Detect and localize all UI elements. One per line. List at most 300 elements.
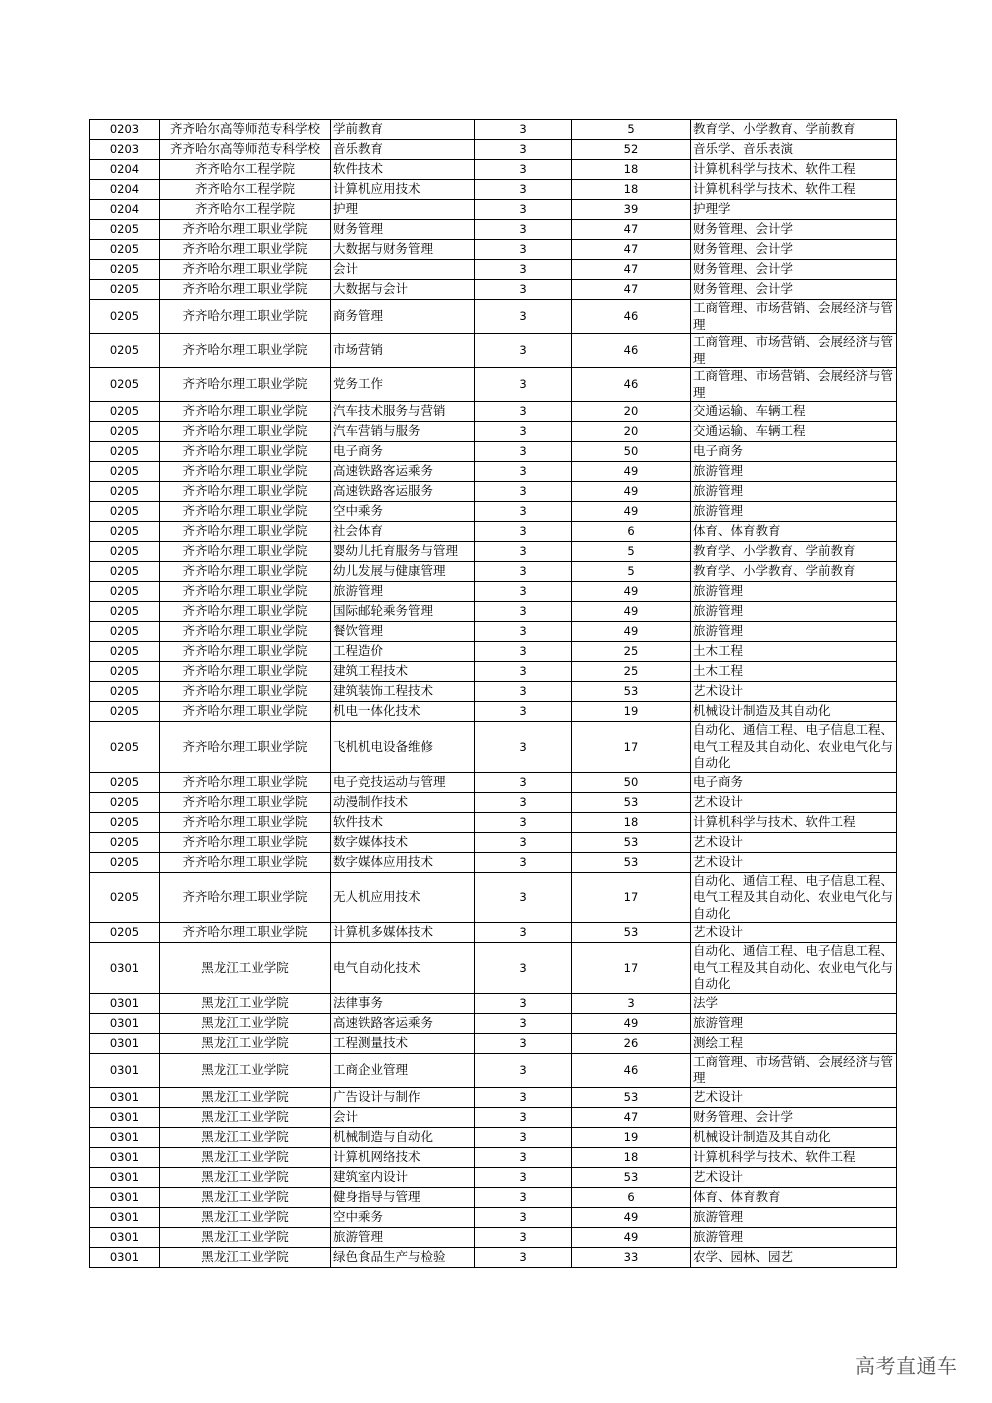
table-row	[90, 220, 897, 240]
cell-major: 飞机机电设备维修	[331, 722, 475, 773]
cell-major: 电气自动化技术	[331, 943, 475, 994]
cell-years: 3	[475, 812, 572, 832]
cell-school-code: 0205	[90, 562, 160, 582]
cell-years: 3	[475, 300, 572, 334]
table-row	[90, 422, 897, 442]
table-row	[90, 943, 897, 994]
cell-years: 3	[475, 872, 572, 923]
cell-school-code: 0205	[90, 642, 160, 662]
cell-subjects: 电子商务	[691, 442, 897, 462]
cell-school-code: 0205	[90, 502, 160, 522]
table-body	[90, 120, 897, 1268]
cell-subject-code: 5	[572, 562, 691, 582]
cell-major: 工程测量技术	[331, 1033, 475, 1053]
cell-school-name: 黑龙江工业学院	[160, 1187, 331, 1207]
cell-years: 3	[475, 1167, 572, 1187]
cell-major: 学前教育	[331, 120, 475, 140]
cell-school-name: 齐齐哈尔工程学院	[160, 160, 331, 180]
table-row	[90, 642, 897, 662]
cell-subject-code: 49	[572, 462, 691, 482]
cell-subjects: 自动化、通信工程、电子信息工程、电气工程及其自动化、农业电气化与自动化	[691, 722, 897, 773]
cell-school-code: 0203	[90, 120, 160, 140]
cell-school-name: 齐齐哈尔理工职业学院	[160, 602, 331, 622]
cell-subject-code: 5	[572, 120, 691, 140]
cell-years: 3	[475, 240, 572, 260]
table-row	[90, 300, 897, 334]
cell-major: 音乐教育	[331, 140, 475, 160]
cell-years: 3	[475, 943, 572, 994]
cell-major: 绿色食品生产与检验	[331, 1247, 475, 1267]
cell-subject-code: 47	[572, 260, 691, 280]
cell-major: 旅游管理	[331, 1227, 475, 1247]
cell-subject-code: 25	[572, 662, 691, 682]
cell-subjects: 电子商务	[691, 772, 897, 792]
cell-school-code: 0205	[90, 482, 160, 502]
cell-subjects: 艺术设计	[691, 682, 897, 702]
cell-subject-code: 52	[572, 140, 691, 160]
cell-subject-code: 5	[572, 542, 691, 562]
table-row	[90, 772, 897, 792]
cell-subject-code: 26	[572, 1033, 691, 1053]
cell-subject-code: 20	[572, 402, 691, 422]
cell-school-code: 0301	[90, 1207, 160, 1227]
cell-years: 3	[475, 462, 572, 482]
cell-subject-code: 53	[572, 1087, 691, 1107]
table-row	[90, 1033, 897, 1053]
cell-school-code: 0204	[90, 180, 160, 200]
cell-school-name: 齐齐哈尔理工职业学院	[160, 582, 331, 602]
cell-major: 建筑工程技术	[331, 662, 475, 682]
table-row	[90, 260, 897, 280]
table-row	[90, 522, 897, 542]
table-row	[90, 852, 897, 872]
table-row	[90, 622, 897, 642]
cell-school-name: 齐齐哈尔理工职业学院	[160, 280, 331, 300]
cell-subject-code: 46	[572, 334, 691, 368]
cell-school-code: 0205	[90, 368, 160, 402]
cell-school-name: 黑龙江工业学院	[160, 1107, 331, 1127]
cell-major: 建筑装饰工程技术	[331, 682, 475, 702]
cell-school-code: 0205	[90, 334, 160, 368]
cell-school-code: 0301	[90, 1147, 160, 1167]
cell-school-code: 0301	[90, 1187, 160, 1207]
cell-school-name: 齐齐哈尔理工职业学院	[160, 923, 331, 943]
cell-years: 3	[475, 923, 572, 943]
cell-subject-code: 47	[572, 280, 691, 300]
cell-major: 大数据与会计	[331, 280, 475, 300]
table-row	[90, 923, 897, 943]
table-row	[90, 140, 897, 160]
cell-major: 工商企业管理	[331, 1053, 475, 1087]
table-row	[90, 334, 897, 368]
cell-years: 3	[475, 993, 572, 1013]
cell-years: 3	[475, 1033, 572, 1053]
cell-major: 商务管理	[331, 300, 475, 334]
cell-subjects: 自动化、通信工程、电子信息工程、电气工程及其自动化、农业电气化与自动化	[691, 872, 897, 923]
cell-school-name: 齐齐哈尔高等师范专科学校	[160, 120, 331, 140]
cell-school-code: 0205	[90, 280, 160, 300]
cell-years: 3	[475, 1227, 572, 1247]
cell-school-code: 0301	[90, 1167, 160, 1187]
cell-school-code: 0301	[90, 1247, 160, 1267]
cell-years: 3	[475, 180, 572, 200]
cell-subjects: 教育学、小学教育、学前教育	[691, 120, 897, 140]
cell-subject-code: 17	[572, 722, 691, 773]
cell-subjects: 工商管理、市场营销、会展经济与管理	[691, 300, 897, 334]
cell-major: 婴幼儿托育服务与管理	[331, 542, 475, 562]
cell-years: 3	[475, 502, 572, 522]
table-row	[90, 442, 897, 462]
cell-school-code: 0205	[90, 722, 160, 773]
cell-major: 高速铁路客运乘务	[331, 1013, 475, 1033]
cell-major: 幼儿发展与健康管理	[331, 562, 475, 582]
cell-subject-code: 49	[572, 582, 691, 602]
cell-school-name: 齐齐哈尔理工职业学院	[160, 812, 331, 832]
table-row	[90, 662, 897, 682]
cell-years: 3	[475, 522, 572, 542]
cell-subjects: 教育学、小学教育、学前教育	[691, 562, 897, 582]
cell-school-name: 齐齐哈尔理工职业学院	[160, 622, 331, 642]
table-row	[90, 993, 897, 1013]
cell-years: 3	[475, 140, 572, 160]
table-row	[90, 832, 897, 852]
cell-major: 软件技术	[331, 812, 475, 832]
cell-subject-code: 53	[572, 832, 691, 852]
cell-subject-code: 39	[572, 200, 691, 220]
cell-school-code: 0205	[90, 852, 160, 872]
cell-school-code: 0301	[90, 1013, 160, 1033]
cell-years: 3	[475, 542, 572, 562]
cell-major: 电子竞技运动与管理	[331, 772, 475, 792]
cell-years: 3	[475, 722, 572, 773]
cell-school-code: 0301	[90, 1033, 160, 1053]
cell-subjects: 财务管理、会计学	[691, 220, 897, 240]
cell-school-name: 齐齐哈尔工程学院	[160, 180, 331, 200]
cell-subjects: 旅游管理	[691, 582, 897, 602]
cell-subject-code: 20	[572, 422, 691, 442]
cell-subjects: 旅游管理	[691, 482, 897, 502]
cell-years: 3	[475, 792, 572, 812]
cell-subjects: 工商管理、市场营销、会展经济与管理	[691, 334, 897, 368]
table-row	[90, 240, 897, 260]
cell-school-name: 黑龙江工业学院	[160, 1167, 331, 1187]
cell-subjects: 机械设计制造及其自动化	[691, 1127, 897, 1147]
cell-subject-code: 18	[572, 1147, 691, 1167]
cell-school-code: 0205	[90, 220, 160, 240]
cell-subjects: 旅游管理	[691, 1013, 897, 1033]
cell-major: 广告设计与制作	[331, 1087, 475, 1107]
cell-subjects: 旅游管理	[691, 602, 897, 622]
cell-years: 3	[475, 642, 572, 662]
table-row	[90, 1187, 897, 1207]
cell-subject-code: 49	[572, 502, 691, 522]
cell-school-name: 齐齐哈尔理工职业学院	[160, 852, 331, 872]
cell-major: 会计	[331, 260, 475, 280]
table-row	[90, 200, 897, 220]
cell-major: 社会体育	[331, 522, 475, 542]
cell-major: 汽车营销与服务	[331, 422, 475, 442]
cell-subject-code: 18	[572, 812, 691, 832]
cell-subjects: 财务管理、会计学	[691, 260, 897, 280]
cell-subject-code: 53	[572, 792, 691, 812]
cell-school-name: 齐齐哈尔理工职业学院	[160, 722, 331, 773]
cell-major: 高速铁路客运乘务	[331, 462, 475, 482]
cell-major: 大数据与财务管理	[331, 240, 475, 260]
cell-school-code: 0301	[90, 1107, 160, 1127]
table-row	[90, 180, 897, 200]
cell-school-name: 齐齐哈尔理工职业学院	[160, 772, 331, 792]
cell-subject-code: 25	[572, 642, 691, 662]
cell-subjects: 财务管理、会计学	[691, 240, 897, 260]
cell-subject-code: 49	[572, 622, 691, 642]
cell-years: 3	[475, 260, 572, 280]
cell-school-code: 0205	[90, 662, 160, 682]
cell-major: 电子商务	[331, 442, 475, 462]
cell-subjects: 交通运输、车辆工程	[691, 422, 897, 442]
cell-major: 法律事务	[331, 993, 475, 1013]
cell-subjects: 机械设计制造及其自动化	[691, 702, 897, 722]
cell-school-name: 齐齐哈尔理工职业学院	[160, 368, 331, 402]
cell-school-name: 齐齐哈尔理工职业学院	[160, 792, 331, 812]
cell-years: 3	[475, 422, 572, 442]
cell-years: 3	[475, 1187, 572, 1207]
cell-major: 市场营销	[331, 334, 475, 368]
table-row	[90, 1053, 897, 1087]
cell-school-code: 0301	[90, 993, 160, 1013]
cell-subjects: 计算机科学与技术、软件工程	[691, 812, 897, 832]
cell-subject-code: 18	[572, 180, 691, 200]
cell-subject-code: 47	[572, 1107, 691, 1127]
cell-school-name: 黑龙江工业学院	[160, 1227, 331, 1247]
table-row	[90, 702, 897, 722]
cell-subjects: 体育、体育教育	[691, 1187, 897, 1207]
cell-subjects: 土木工程	[691, 642, 897, 662]
cell-subjects: 艺术设计	[691, 923, 897, 943]
cell-school-name: 齐齐哈尔理工职业学院	[160, 562, 331, 582]
cell-major: 健身指导与管理	[331, 1187, 475, 1207]
cell-major: 财务管理	[331, 220, 475, 240]
cell-school-code: 0205	[90, 832, 160, 852]
table-row	[90, 602, 897, 622]
cell-school-code: 0205	[90, 422, 160, 442]
cell-years: 3	[475, 442, 572, 462]
table-row	[90, 792, 897, 812]
table-row	[90, 1127, 897, 1147]
cell-school-name: 齐齐哈尔理工职业学院	[160, 522, 331, 542]
cell-years: 3	[475, 772, 572, 792]
cell-school-name: 黑龙江工业学院	[160, 1207, 331, 1227]
cell-years: 3	[475, 622, 572, 642]
cell-subject-code: 6	[572, 1187, 691, 1207]
cell-subject-code: 46	[572, 1053, 691, 1087]
cell-major: 数字媒体应用技术	[331, 852, 475, 872]
table-row	[90, 120, 897, 140]
cell-subjects: 艺术设计	[691, 1167, 897, 1187]
cell-subjects: 旅游管理	[691, 622, 897, 642]
cell-years: 3	[475, 334, 572, 368]
cell-years: 3	[475, 682, 572, 702]
cell-school-code: 0205	[90, 442, 160, 462]
table-row	[90, 1207, 897, 1227]
cell-subject-code: 49	[572, 1013, 691, 1033]
cell-school-name: 黑龙江工业学院	[160, 1033, 331, 1053]
table-row	[90, 502, 897, 522]
cell-school-name: 齐齐哈尔理工职业学院	[160, 422, 331, 442]
cell-subject-code: 17	[572, 872, 691, 923]
cell-subjects: 艺术设计	[691, 792, 897, 812]
cell-school-name: 齐齐哈尔理工职业学院	[160, 502, 331, 522]
cell-years: 3	[475, 160, 572, 180]
cell-school-code: 0301	[90, 1087, 160, 1107]
cell-subject-code: 53	[572, 852, 691, 872]
cell-school-name: 齐齐哈尔理工职业学院	[160, 642, 331, 662]
table-row	[90, 582, 897, 602]
cell-major: 空中乘务	[331, 1207, 475, 1227]
cell-subjects: 音乐学、音乐表演	[691, 140, 897, 160]
cell-school-name: 齐齐哈尔理工职业学院	[160, 300, 331, 334]
cell-school-name: 黑龙江工业学院	[160, 1087, 331, 1107]
cell-subjects: 艺术设计	[691, 852, 897, 872]
admissions-table	[89, 119, 897, 1268]
cell-subjects: 计算机科学与技术、软件工程	[691, 160, 897, 180]
cell-school-code: 0205	[90, 792, 160, 812]
table-row	[90, 280, 897, 300]
cell-years: 3	[475, 1147, 572, 1167]
table-row	[90, 1227, 897, 1247]
cell-school-code: 0203	[90, 140, 160, 160]
cell-school-name: 齐齐哈尔理工职业学院	[160, 220, 331, 240]
cell-subjects: 旅游管理	[691, 1227, 897, 1247]
cell-school-code: 0204	[90, 200, 160, 220]
cell-major: 护理	[331, 200, 475, 220]
cell-subjects: 土木工程	[691, 662, 897, 682]
cell-major: 软件技术	[331, 160, 475, 180]
cell-years: 3	[475, 602, 572, 622]
cell-school-code: 0205	[90, 872, 160, 923]
cell-school-name: 齐齐哈尔理工职业学院	[160, 872, 331, 923]
cell-school-name: 齐齐哈尔理工职业学院	[160, 702, 331, 722]
cell-school-code: 0205	[90, 462, 160, 482]
cell-major: 计算机多媒体技术	[331, 923, 475, 943]
cell-major: 工程造价	[331, 642, 475, 662]
cell-subjects: 测绘工程	[691, 1033, 897, 1053]
cell-subjects: 计算机科学与技术、软件工程	[691, 1147, 897, 1167]
cell-subject-code: 53	[572, 682, 691, 702]
cell-school-name: 齐齐哈尔高等师范专科学校	[160, 140, 331, 160]
cell-years: 3	[475, 120, 572, 140]
cell-subjects: 法学	[691, 993, 897, 1013]
cell-school-name: 黑龙江工业学院	[160, 1053, 331, 1087]
cell-subject-code: 19	[572, 702, 691, 722]
cell-major: 空中乘务	[331, 502, 475, 522]
cell-years: 3	[475, 220, 572, 240]
table-row	[90, 722, 897, 773]
cell-school-code: 0205	[90, 260, 160, 280]
cell-school-name: 齐齐哈尔理工职业学院	[160, 442, 331, 462]
cell-years: 3	[475, 852, 572, 872]
cell-subjects: 艺术设计	[691, 1087, 897, 1107]
cell-subjects: 财务管理、会计学	[691, 280, 897, 300]
cell-major: 计算机网络技术	[331, 1147, 475, 1167]
cell-subject-code: 19	[572, 1127, 691, 1147]
cell-school-code: 0301	[90, 943, 160, 994]
cell-subjects: 计算机科学与技术、软件工程	[691, 180, 897, 200]
cell-subject-code: 49	[572, 1227, 691, 1247]
cell-major: 机械制造与自动化	[331, 1127, 475, 1147]
cell-years: 3	[475, 1087, 572, 1107]
cell-school-name: 齐齐哈尔理工职业学院	[160, 482, 331, 502]
cell-school-name: 黑龙江工业学院	[160, 1147, 331, 1167]
cell-school-name: 黑龙江工业学院	[160, 943, 331, 994]
cell-subject-code: 47	[572, 220, 691, 240]
cell-subjects: 护理学	[691, 200, 897, 220]
cell-years: 3	[475, 402, 572, 422]
cell-school-code: 0205	[90, 542, 160, 562]
cell-major: 数字媒体技术	[331, 832, 475, 852]
cell-years: 3	[475, 1247, 572, 1267]
cell-subjects: 工商管理、市场营销、会展经济与管理	[691, 1053, 897, 1087]
cell-school-name: 齐齐哈尔理工职业学院	[160, 334, 331, 368]
cell-subjects: 农学、园林、园艺	[691, 1247, 897, 1267]
table-row	[90, 812, 897, 832]
cell-major: 无人机应用技术	[331, 872, 475, 923]
cell-school-code: 0205	[90, 582, 160, 602]
table-row	[90, 682, 897, 702]
cell-years: 3	[475, 200, 572, 220]
cell-subjects: 财务管理、会计学	[691, 1107, 897, 1127]
cell-subject-code: 18	[572, 160, 691, 180]
cell-school-name: 齐齐哈尔理工职业学院	[160, 542, 331, 562]
table-row	[90, 1087, 897, 1107]
cell-school-code: 0301	[90, 1227, 160, 1247]
cell-years: 3	[475, 1053, 572, 1087]
cell-subject-code: 6	[572, 522, 691, 542]
cell-major: 汽车技术服务与营销	[331, 402, 475, 422]
cell-subjects: 工商管理、市场营销、会展经济与管理	[691, 368, 897, 402]
table-row	[90, 1147, 897, 1167]
cell-years: 3	[475, 1013, 572, 1033]
cell-school-code: 0301	[90, 1127, 160, 1147]
cell-school-code: 0205	[90, 772, 160, 792]
cell-subject-code: 53	[572, 923, 691, 943]
cell-major: 计算机应用技术	[331, 180, 475, 200]
cell-school-code: 0205	[90, 240, 160, 260]
table-row	[90, 872, 897, 923]
cell-major: 建筑室内设计	[331, 1167, 475, 1187]
cell-school-code: 0205	[90, 522, 160, 542]
table-row	[90, 1167, 897, 1187]
cell-school-name: 黑龙江工业学院	[160, 1247, 331, 1267]
cell-school-code: 0205	[90, 622, 160, 642]
cell-years: 3	[475, 662, 572, 682]
cell-subject-code: 3	[572, 993, 691, 1013]
cell-major: 党务工作	[331, 368, 475, 402]
cell-subjects: 交通运输、车辆工程	[691, 402, 897, 422]
cell-school-name: 齐齐哈尔理工职业学院	[160, 462, 331, 482]
cell-school-name: 齐齐哈尔理工职业学院	[160, 260, 331, 280]
cell-school-code: 0205	[90, 682, 160, 702]
cell-years: 3	[475, 582, 572, 602]
cell-years: 3	[475, 1107, 572, 1127]
cell-school-name: 齐齐哈尔理工职业学院	[160, 240, 331, 260]
cell-subject-code: 46	[572, 300, 691, 334]
cell-school-code: 0205	[90, 923, 160, 943]
cell-school-name: 齐齐哈尔理工职业学院	[160, 402, 331, 422]
watermark-text: 高考直通车	[855, 1354, 958, 1378]
cell-school-name: 黑龙江工业学院	[160, 1013, 331, 1033]
table-row	[90, 402, 897, 422]
cell-school-code: 0204	[90, 160, 160, 180]
